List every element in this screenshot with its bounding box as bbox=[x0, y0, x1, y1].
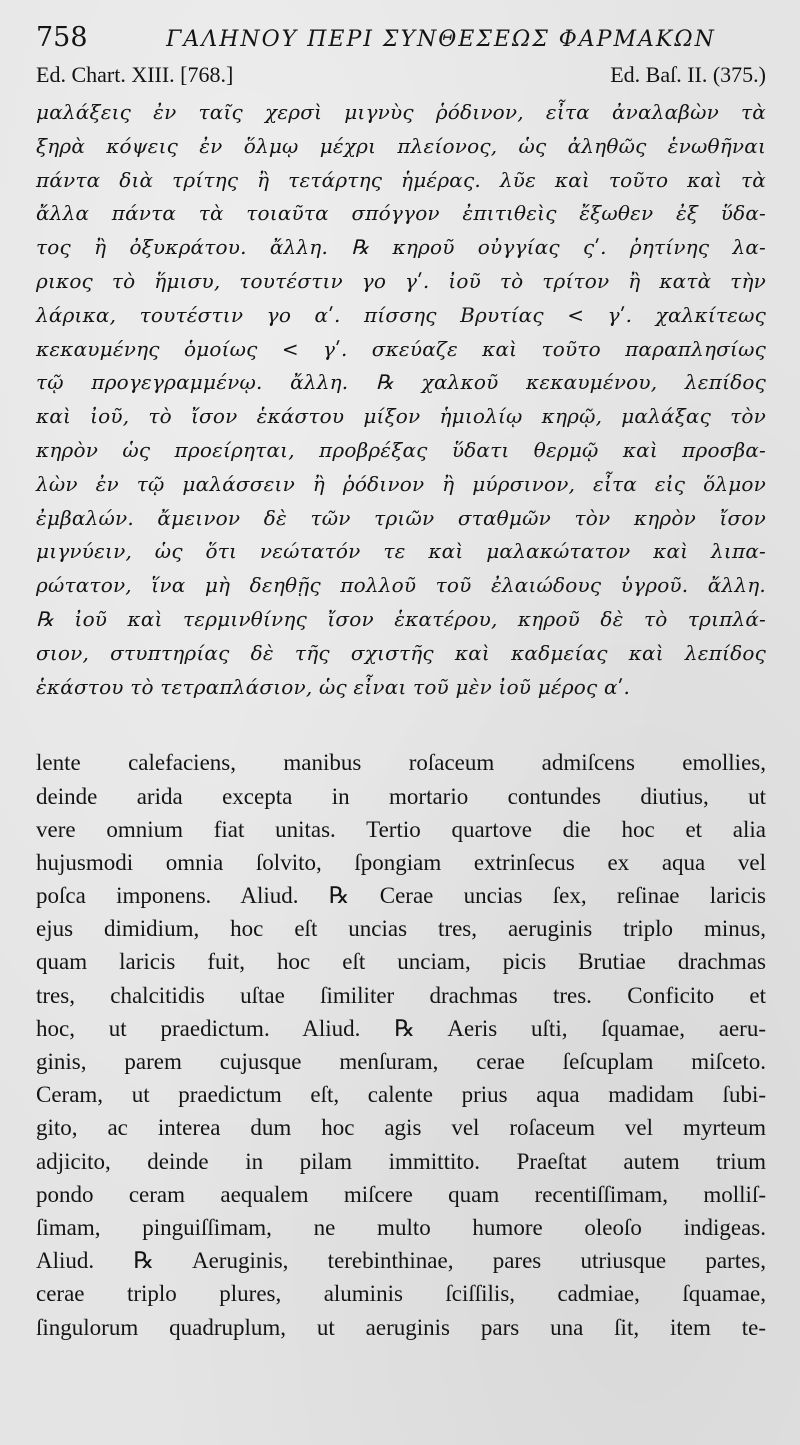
greek-line: μιγνύειν, ὡς ὅτι νεώτατόν τε καὶ μαλακώτατον καὶ λιπα- bbox=[36, 539, 766, 564]
latin-line: lente calefaciens, manibus roſaceum admiſcens emollies, bbox=[36, 750, 766, 776]
greek-line: λὼν ἐν τῷ μαλάσσειν ἢ ῥόδινον ἢ μύρσινον, εἶτα εἰς ὅλμον bbox=[36, 471, 766, 496]
latin-line: hoc, ut praedictum. Aliud. ℞ Aeris uſti, ſquamae, aeru- bbox=[36, 1015, 766, 1041]
latin-line: poſca imponens. Aliud. ℞ Cerae uncias ſex, reſinae laricis bbox=[36, 883, 766, 909]
greek-line: μαλάξεις ἐν ταῖς χερσὶ μιγνὺς ῥόδινον, εἶτα ἀναλαβὼν τὰ bbox=[36, 100, 766, 124]
greek-line: κεκαυμένης ὁμοίως < γʹ. σκεύαζε καὶ τοῦτο παραπλησίως bbox=[36, 336, 766, 361]
latin-line: cerae triplo plures, aluminis ſciſſilis, cadmiae, ſquamae, bbox=[36, 1281, 766, 1307]
greek-line: ξηρὰ κόψεις ἐν ὅλμῳ μέχρι πλείονος, ὡς ἀληθῶς ἑνωθῆναι bbox=[36, 133, 766, 158]
greek-line: τῷ προγεγραμμένῳ. ἄλλη. ℞ χαλκοῦ κεκαυμένου, λεπίδος bbox=[36, 370, 766, 395]
greek-line: ρώτατον, ἵνα μὴ δεηθῇς πολλοῦ τοῦ ἐλαιώδους ὑγροῦ. ἄλλη. bbox=[36, 573, 766, 598]
edition-right: Ed. Baſ. II. (375.) bbox=[610, 62, 766, 87]
edition-left: Ed. Chart. XIII. [768.] bbox=[36, 62, 234, 87]
latin-text bbox=[36, 746, 766, 1343]
latin-line: ſimam, pinguiſſimam, ne multo humore oleoſo indigeas. bbox=[36, 1214, 766, 1240]
column-gap bbox=[36, 704, 766, 746]
latin-line: pondo ceram aequalem miſcere quam recentiſſimam, molliſ- bbox=[36, 1181, 766, 1207]
greek-line: σιον, στυπτηρίας δὲ τῆς σχιστῆς καὶ καδμείας καὶ λεπίδος bbox=[36, 640, 766, 665]
latin-line: tres, chalcitidis uſtae ſimiliter drachmas tres. Conficito et bbox=[36, 982, 766, 1008]
greek-line: πάντα διὰ τρίτης ἢ τετάρτης ἡμέρας. λῦε καὶ τοῦτο καὶ τὰ bbox=[36, 167, 766, 192]
latin-line: deinde arida excepta in mortario contundes diutius, ut bbox=[36, 783, 766, 809]
greek-line: ἄλλα πάντα τὰ τοιαῦτα σπόγγον ἐπιτιθεὶς ἔξωθεν ἐξ ὕδα- bbox=[36, 201, 766, 226]
latin-line: ejus dimidium, hoc eſt uncias tres, aeruginis triplo minus, bbox=[36, 916, 766, 942]
latin-line: vere omnium fiat unitas. Tertio quartove die hoc et alia bbox=[36, 816, 766, 842]
greek-line: ℞ ἰοῦ καὶ τερμινθίνης ἴσον ἑκατέρου, κηροῦ δὲ τὸ τριπλά- bbox=[36, 606, 766, 631]
greek-text bbox=[36, 96, 766, 704]
latin-line: gito, ac interea dum hoc agis vel roſaceum vel myrteum bbox=[36, 1115, 766, 1141]
latin-line: ſingulorum quadruplum, ut aeruginis pars una ſit, item te- bbox=[36, 1314, 766, 1340]
edition-references bbox=[36, 62, 766, 94]
greek-line: καὶ ἰοῦ, τὸ ἴσον ἑκάστου μίξον ἡμιολίῳ κηρῷ, μαλάξας τὸν bbox=[36, 404, 766, 429]
running-head bbox=[36, 22, 766, 62]
greek-line: ρικος τὸ ἥμισυ, τουτέστιν γο γʹ. ἰοῦ τὸ τρίτον ἢ κατὰ τὴν bbox=[36, 268, 766, 293]
latin-line: quam laricis fuit, hoc eſt unciam, picis Brutiae drachmas bbox=[36, 949, 766, 975]
greek-line: ἐμβαλών. ἄμεινον δὲ τῶν τριῶν σταθμῶν τὸν κηρὸν ἴσον bbox=[36, 505, 766, 530]
greek-line: λάρικα, τουτέστιν γο αʹ. πίσσης Βρυτίας < γʹ. χαλκίτεως bbox=[36, 302, 766, 327]
greek-line: τος ἢ ὀξυκράτου. ἄλλη. ℞ κηροῦ οὐγγίας ςʹ. ῥητίνης λα- bbox=[36, 235, 766, 260]
greek-line: ἑκάστου τὸ τετραπλάσιον, ὡς εἶναι τοῦ μὲν ἰοῦ μέρος αʹ. bbox=[36, 674, 631, 699]
running-title: ΓΑΛΗΝΟΥ ΠΕΡΙ ΣΥΝΘΕΣΕΩΣ ΦΑΡΜΑΚΩΝ bbox=[166, 27, 716, 52]
latin-line: adjicito, deinde in pilam immittito. Praeſtat autem trium bbox=[36, 1148, 766, 1174]
greek-line: κηρὸν ὡς προείρηται, προβρέξας ὕδατι θερμῷ καὶ προσβα- bbox=[36, 437, 766, 462]
latin-line: hujusmodi omnia ſolvito, ſpongiam extrinſecus ex aqua vel bbox=[36, 849, 766, 875]
latin-line: Ceram, ut praedictum eſt, calente prius aqua madidam ſubi- bbox=[36, 1082, 766, 1108]
latin-line: Aliud. ℞ Aeruginis, terebinthinae, pares utriusque partes, bbox=[36, 1248, 766, 1274]
page-number: 758 bbox=[36, 22, 88, 53]
latin-line: ginis, parem cujusque menſuram, cerae ſeſcuplam miſceto. bbox=[36, 1049, 766, 1075]
